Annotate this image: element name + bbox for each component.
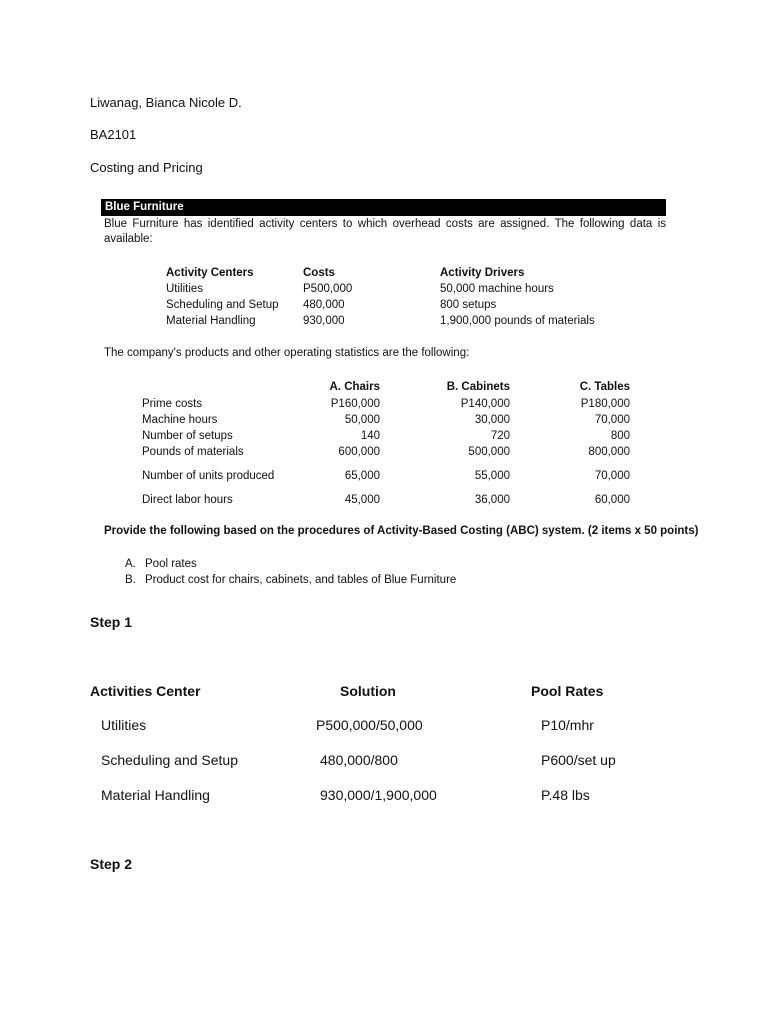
- column-header: [142, 378, 302, 396]
- table-cell: Number of setups: [142, 430, 233, 442]
- table-cell: 55,000: [474, 470, 510, 482]
- list-item: [125, 572, 456, 588]
- list-letter: B.: [125, 574, 136, 586]
- list-letter: A.: [125, 558, 136, 570]
- table-row: [142, 396, 630, 412]
- table-cell: 30,000: [474, 414, 510, 426]
- step1-cell: Utilities: [101, 717, 147, 733]
- stats-intro: The company's products and other operating statistics are the following:: [104, 347, 470, 359]
- step1-title: Step 1: [90, 614, 133, 630]
- column-header: B. Cabinets: [446, 381, 510, 393]
- table-cell: P140,000: [460, 398, 510, 410]
- column-header: Costs: [303, 267, 335, 279]
- list-text: Product cost for chairs, cabinets, and tables of Blue Furniture: [145, 574, 457, 586]
- table-row: [166, 281, 680, 297]
- table-cell: 480,000: [303, 299, 345, 311]
- requirements-list: [125, 556, 456, 588]
- table-cell: 45,000: [344, 494, 380, 506]
- table-cell: 800,000: [588, 446, 630, 458]
- table-cell: 500,000: [468, 446, 510, 458]
- table-cell: 36,000: [474, 494, 510, 506]
- step1-cell: P.48 lbs: [541, 787, 590, 803]
- column-header: C. Tables: [579, 381, 630, 393]
- product-stats-table: [142, 378, 630, 508]
- table-cell: P500,000: [303, 283, 353, 295]
- table-header-row: [166, 265, 680, 281]
- course-section: BA2101: [90, 127, 137, 142]
- table-cell: Scheduling and Setup: [166, 299, 279, 311]
- step2-title: Step 2: [90, 856, 133, 872]
- table-cell: Number of units produced: [142, 470, 275, 482]
- table-cell: 140: [360, 430, 380, 442]
- table-cell: 720: [490, 430, 510, 442]
- table-cell: Prime costs: [142, 398, 203, 410]
- table-row: [166, 297, 680, 313]
- table-row: [142, 460, 630, 492]
- table-row: [142, 428, 630, 444]
- table-cell: 800 setups: [440, 299, 497, 311]
- table-header-row: [142, 378, 630, 396]
- step1-column-header: Solution: [340, 683, 396, 699]
- table-cell: 50,000 machine hours: [440, 283, 554, 295]
- problem-intro: Blue Furniture has identified activity centers to which overhead costs are assigned. The following data is available:: [104, 218, 666, 245]
- step1-cell: 930,000/1,900,000: [320, 787, 437, 803]
- table-cell: 600,000: [338, 446, 380, 458]
- column-header: Activity Centers: [166, 267, 254, 279]
- table-cell: P160,000: [330, 398, 380, 410]
- step1-cell: Material Handling: [101, 787, 210, 803]
- list-item: [125, 556, 456, 572]
- table-cell: 800: [610, 430, 630, 442]
- table-cell: 65,000: [344, 470, 380, 482]
- table-cell: Direct labor hours: [142, 494, 233, 506]
- table-cell: Utilities: [166, 283, 204, 295]
- step1-column-header: Activities Center: [90, 683, 201, 699]
- activity-centers-table: [166, 265, 680, 329]
- table-cell: 930,000: [303, 315, 345, 327]
- table-cell: 50,000: [344, 414, 380, 426]
- table-cell: Pounds of materials: [142, 446, 244, 458]
- table-cell: P180,000: [580, 398, 630, 410]
- step1-cell: P600/set up: [541, 752, 616, 768]
- problem-banner: Blue Furniture: [101, 199, 666, 216]
- column-header: Activity Drivers: [440, 267, 525, 279]
- instruction-text: Provide the following based on the procedures of Activity-Based Costing (ABC) system. (2 items x 50 points): [104, 525, 699, 537]
- table-row: [142, 444, 630, 460]
- table-cell: Material Handling: [166, 315, 256, 327]
- step1-cell: P500,000/50,000: [316, 717, 423, 733]
- step1-cell: 480,000/800: [320, 752, 398, 768]
- list-text: Pool rates: [145, 558, 197, 570]
- table-row: [142, 492, 630, 508]
- table-cell: 70,000: [594, 470, 630, 482]
- table-cell: 70,000: [594, 414, 630, 426]
- table-cell: Machine hours: [142, 414, 218, 426]
- step1-column-header: Pool Rates: [531, 683, 604, 699]
- subject-title: Costing and Pricing: [90, 160, 203, 175]
- table-cell: 60,000: [594, 494, 630, 506]
- step1-cell: Scheduling and Setup: [101, 752, 238, 768]
- table-cell: 1,900,000 pounds of materials: [440, 315, 595, 327]
- column-header: A. Chairs: [329, 381, 380, 393]
- step1-cell: P10/mhr: [541, 717, 594, 733]
- table-row: [166, 313, 680, 329]
- student-name: Liwanag, Bianca Nicole D.: [90, 95, 242, 110]
- table-row: [142, 412, 630, 428]
